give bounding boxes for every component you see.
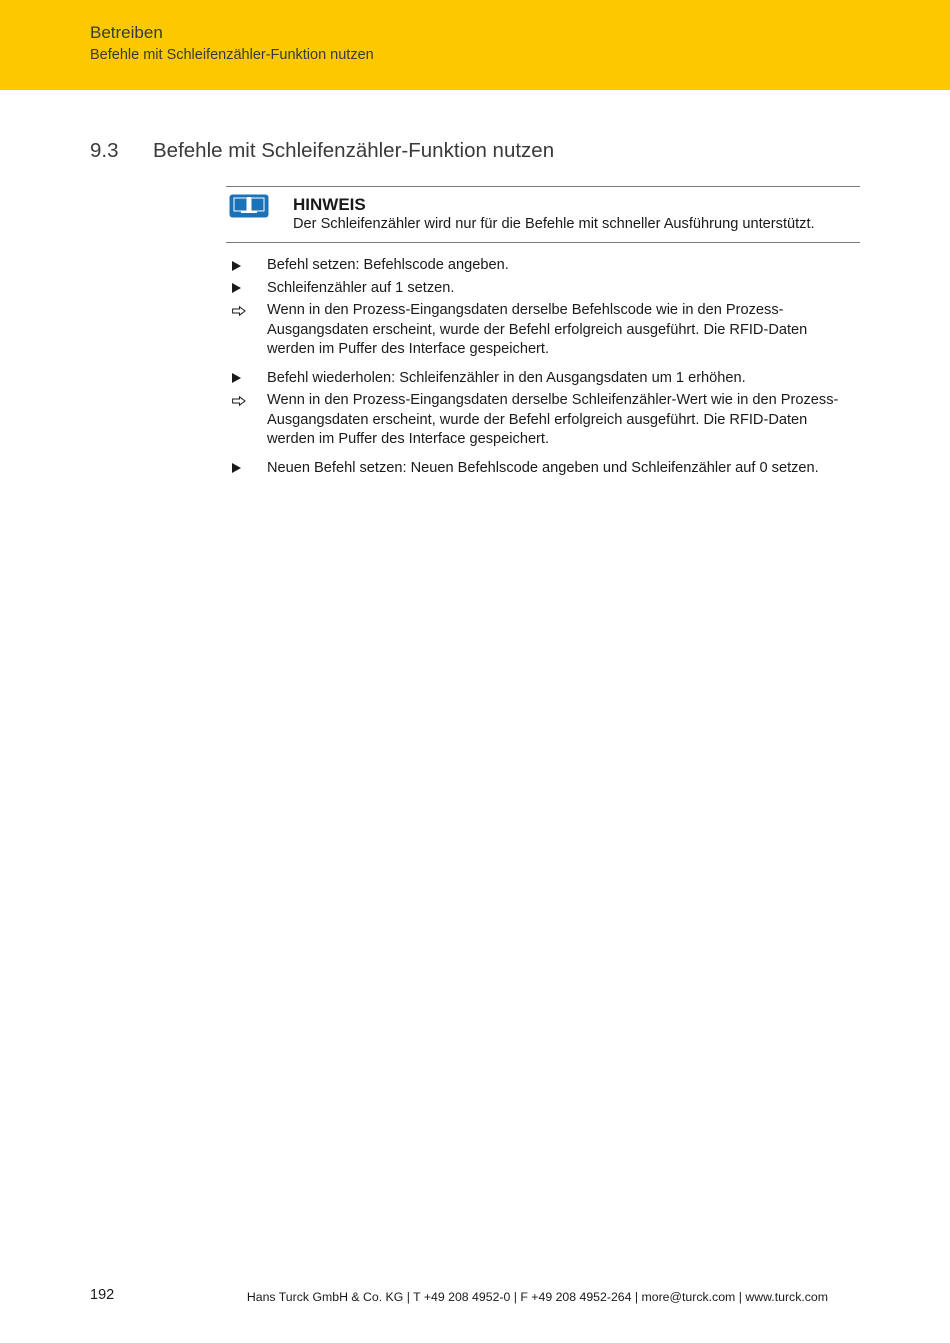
step-text: Wenn in den Prozess-Eingangsdaten derselbe Befehlscode wie in den Prozess-Ausgangsdaten erscheint, wurde der Befehl erfolgreich ausgeführt. Die RFID-Daten werden im Puffer des Interface gespeichert.	[267, 302, 808, 357]
triangle-bullet-icon	[232, 256, 248, 276]
step-text: Befehl wiederholen: Schleifenzähler in den Ausgangsdaten um 1 erhöhen.	[267, 369, 746, 386]
notice-title: HINWEIS	[293, 195, 366, 214]
list-item	[232, 301, 852, 360]
notice-text: Der Schleifenzähler wird nur für die Befehle mit schneller Ausführung unterstützt.	[293, 216, 815, 232]
list-item	[232, 391, 852, 450]
step-text: Schleifenzähler auf 1 setzen.	[267, 279, 455, 296]
section-number: 9.3	[90, 139, 119, 162]
triangle-bullet-icon	[232, 369, 248, 389]
list-item	[232, 369, 852, 389]
list-item	[232, 459, 852, 479]
footer-contact: Hans Turck GmbH & Co. KG | T +49 208 4952-0 | F +49 208 4952-264 | more@turck.com | www.turck.com	[246, 1290, 828, 1304]
header-chapter: Betreiben	[90, 23, 163, 42]
triangle-bullet-icon	[232, 459, 248, 479]
step-text: Wenn in den Prozess-Eingangsdaten derselbe Schleifenzähler-Wert wie in den Prozess-Ausgangsdaten erscheint, wurde der Befehl erfolgreich ausgeführt. Die RFID-Daten werden im Puffer des Interface gespeichert.	[267, 392, 839, 447]
header-section: Befehle mit Schleifenzähler-Funktion nutzen	[90, 47, 374, 63]
instruction-list	[232, 256, 852, 478]
step-text: Neuen Befehl setzen: Neuen Befehlscode angeben und Schleifenzähler auf 0 setzen.	[267, 459, 819, 476]
header-band	[0, 0, 950, 90]
step-text: Befehl setzen: Befehlscode angeben.	[267, 257, 509, 273]
section-heading	[90, 139, 554, 163]
list-item	[232, 279, 852, 299]
book-icon	[229, 194, 269, 218]
list-item	[232, 256, 852, 276]
notice-box	[226, 186, 860, 243]
result-arrow-icon	[232, 391, 248, 411]
triangle-bullet-icon	[232, 279, 248, 299]
page-number: 192	[90, 1287, 115, 1303]
section-title: Befehle mit Schleifenzähler-Funktion nutzen	[153, 139, 555, 162]
result-arrow-icon	[232, 301, 248, 321]
